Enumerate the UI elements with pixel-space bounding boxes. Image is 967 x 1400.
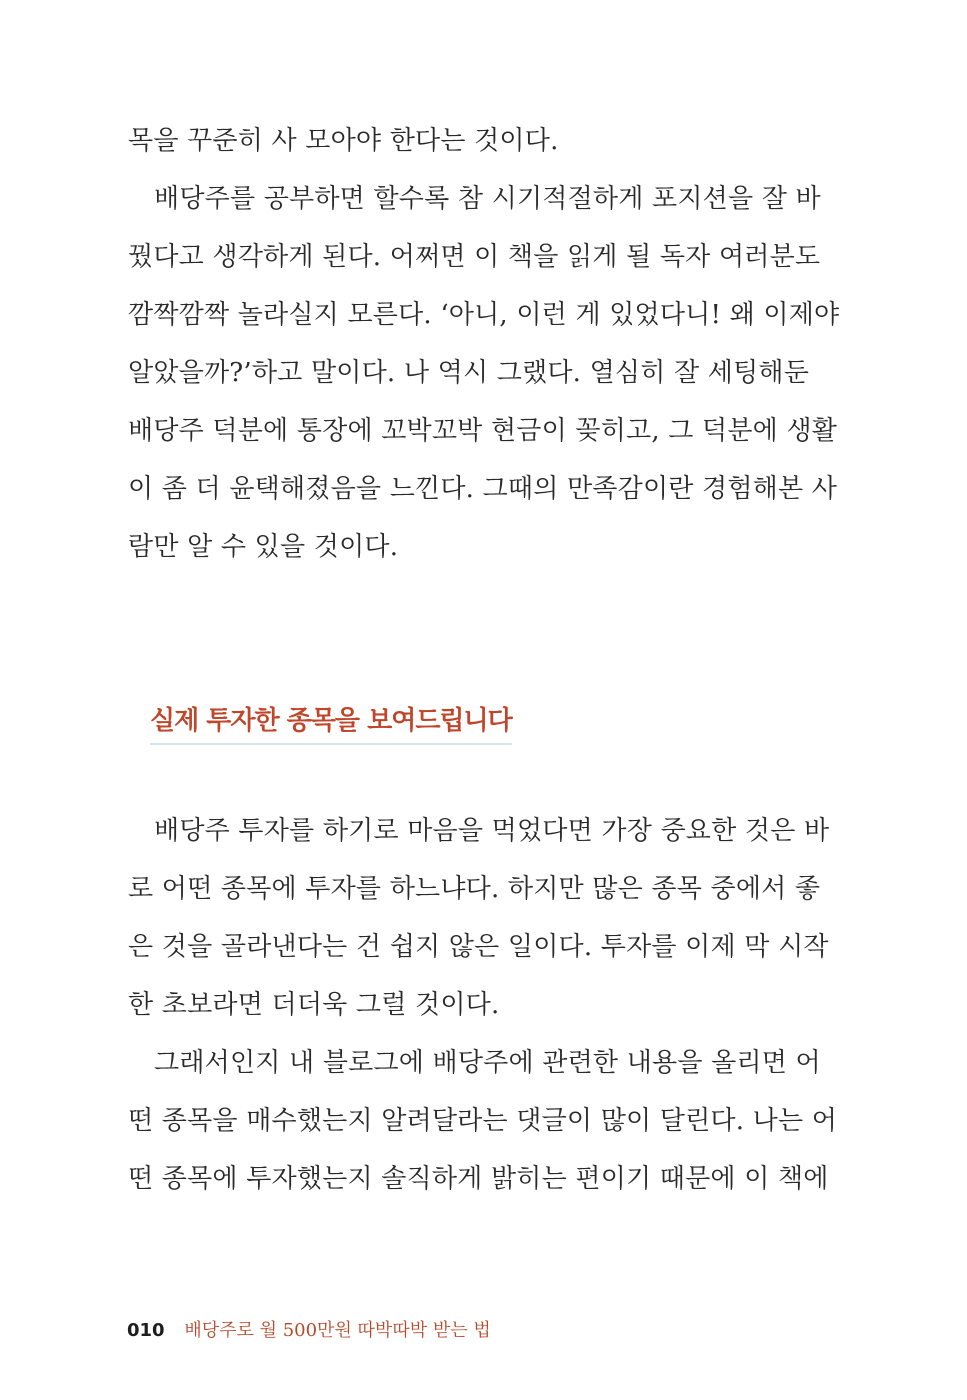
body-text-section-1	[128, 124, 840, 588]
page-number: 010	[127, 1320, 165, 1341]
page-footer	[127, 1316, 491, 1342]
text-line: 배당주 투자를 하기로 마음을 먹었다면 가장 중요한 것은 바	[154, 816, 830, 846]
section-heading: 실제 투자한 종목을 보여드립니다	[150, 700, 512, 745]
body-text-section-2	[128, 814, 838, 1220]
text-line: 목을 꾸준히 사 모아야 한다는 것이다.	[128, 126, 559, 156]
text-line: 배당주를 공부하면 할수록 참 시기적절하게 포지션을 잘 바	[154, 184, 821, 214]
text-line: 꿨다고 생각하게 된다. 어쩌면 이 책을 읽게 될 독자 여러분도	[128, 242, 821, 272]
text-line: 은 것을 골라낸다는 건 쉽지 않은 일이다. 투자를 이제 막 시작	[128, 932, 829, 962]
text-line: 그래서인지 내 블로그에 배당주에 관련한 내용을 올리면 어	[154, 1048, 821, 1078]
text-line: 떤 종목에 투자했는지 솔직하게 밝히는 편이기 때문에 이 책에	[128, 1164, 829, 1194]
running-book-title: 배당주로 월 500만원 따박따박 받는 법	[184, 1320, 491, 1341]
text-line: 배당주 덕분에 통장에 꼬박꼬박 현금이 꽂히고, 그 덕분에 생활	[128, 416, 838, 446]
text-line: 이 좀 더 윤택해졌음을 느낀다. 그때의 만족감이란 경험해본 사	[128, 474, 838, 504]
text-line: 한 초보라면 더더욱 그럴 것이다.	[128, 990, 500, 1020]
text-line: 람만 알 수 있을 것이다.	[128, 532, 399, 562]
text-line: 알았을까?’하고 말이다. 나 역시 그랬다. 열심히 잘 세팅해둔	[128, 358, 810, 388]
text-line: 로 어떤 종목에 투자를 하느냐다. 하지만 많은 종목 중에서 좋	[128, 874, 821, 904]
text-line: 깜짝깜짝 놀라실지 모른다. ‘아니, 이런 게 있었다니! 왜 이제야	[128, 300, 840, 330]
text-line: 떤 종목을 매수했는지 알려달라는 댓글이 많이 달린다. 나는 어	[128, 1106, 838, 1136]
